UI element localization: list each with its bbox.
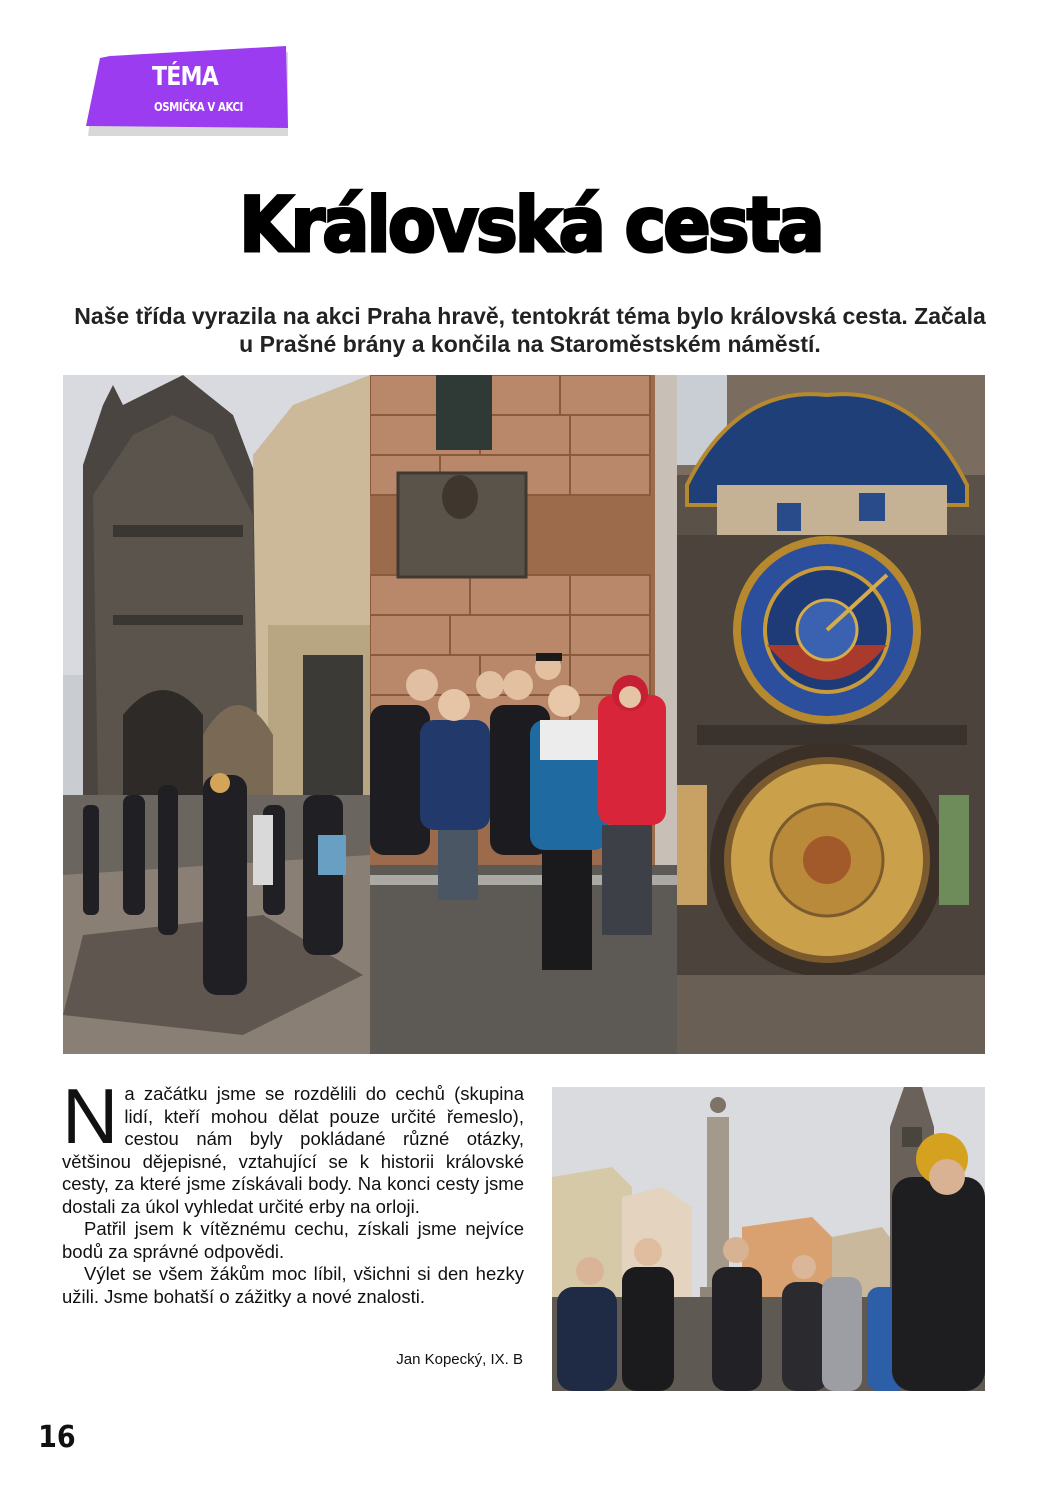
section-tag: [86, 46, 288, 132]
article-body: [62, 1072, 524, 1308]
powder-tower-photo: [63, 375, 370, 1054]
tag-background: [86, 46, 288, 138]
tag-subtitle: OSMIČKA V AKCI: [154, 100, 243, 114]
drop-cap: N: [62, 1072, 119, 1160]
article-paragraph: Výlet se všem žákům moc líbil, všichni si den hezky užili. Jsme bohatší o zážitky a nové znalosti.: [62, 1263, 524, 1307]
students-group-photo: [370, 375, 677, 1054]
astronomical-clock-photo: [677, 375, 985, 1054]
tag-title: TÉMA: [152, 62, 218, 92]
page-number: 16: [38, 1420, 76, 1455]
article-lead: Naše třída vyrazila na akci Praha hravě, tentokrát téma bylo královská cesta. Začala u Prašné brány a končila na Staroměstském náměstí.: [74, 303, 986, 357]
article-paragraph: Patřil jsem k vítěznému cechu, získali jsme nejvíce bodů za správné odpovědi.: [62, 1218, 524, 1262]
article-paragraph: a začátku jsme se rozdělili do cechů (skupina lidí, kteří mohou dělat pouze určité řemeslo), cestou nám byly pokládané různé otázky, většinou dějepisné, vztahující se k historii královské cesty, za které jsme získávali body. Na konci cesty jsme dostali za úkol vyhledat určité erby na orloji.: [62, 1083, 524, 1217]
article-author: Jan Kopecký, IX. B: [396, 1351, 523, 1368]
old-town-square-photo: [552, 1087, 985, 1391]
article-title: Královská cesta: [239, 180, 822, 269]
